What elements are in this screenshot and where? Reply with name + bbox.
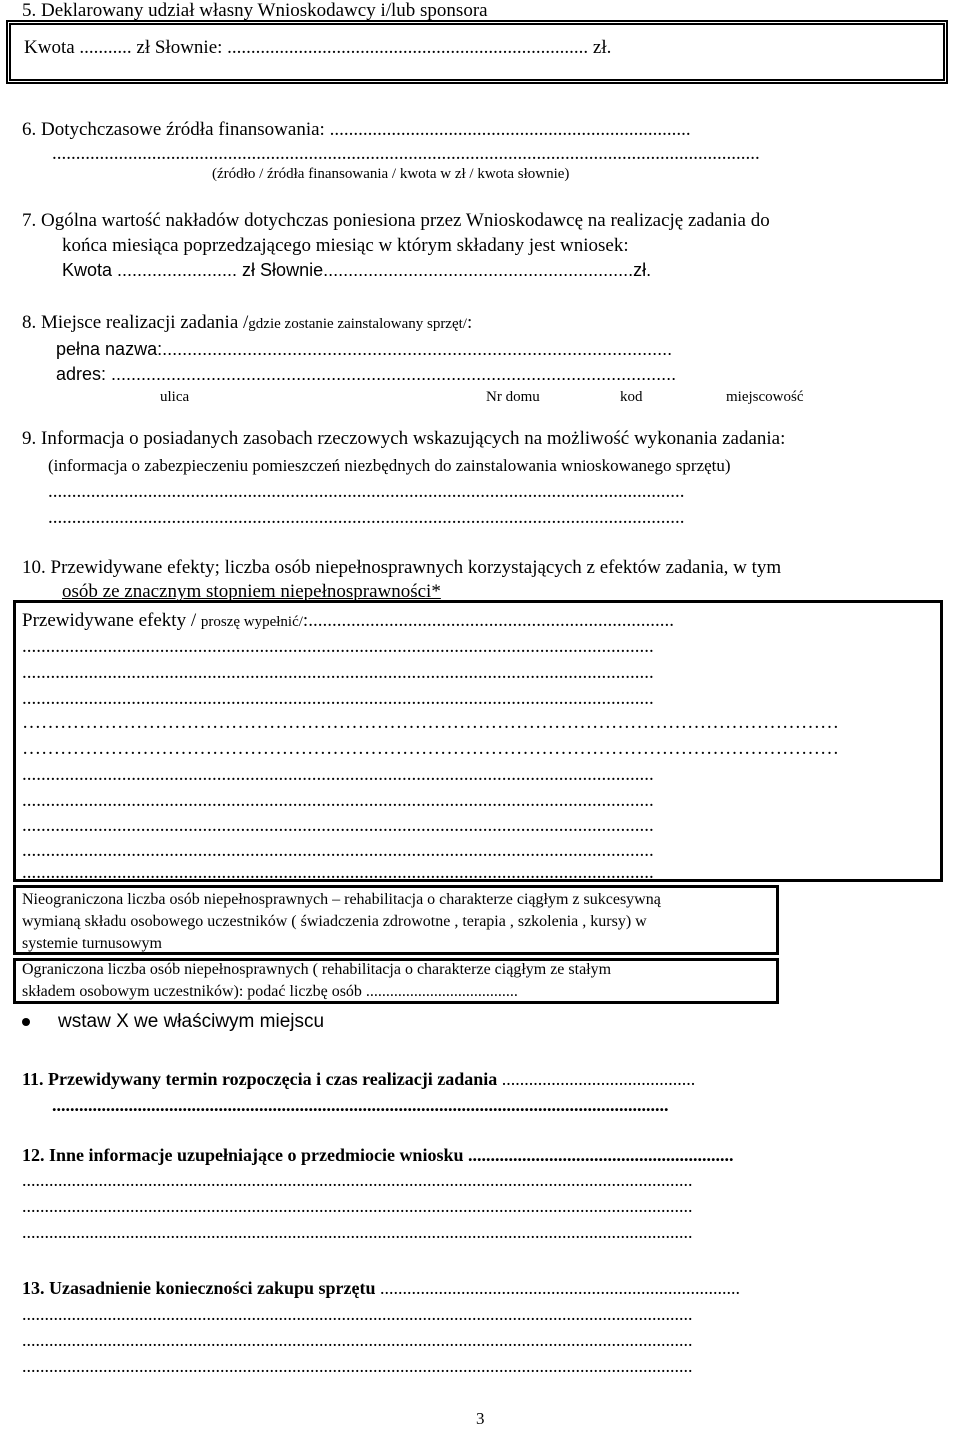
effects-line-3: ..................................................................................................................................... (22, 688, 654, 709)
effects-label-small: proszę wypełnić/ (200, 614, 303, 630)
section13-line-1: ..................................................................................................................................................... (22, 1304, 693, 1324)
section5-kwota-line: Kwota ........... zł Słownie: ............................................................................ zł. (24, 37, 612, 58)
effects-line-4: ………………………………………………………………………………………………………………… (22, 712, 839, 733)
section6-dots-line: ..................................................................................................................................................... (52, 143, 760, 164)
section13-line-3: ..................................................................................................................................................... (22, 1356, 693, 1376)
page-number: 3 (476, 1409, 485, 1428)
effects-line-2: ..................................................................................................................................... (22, 662, 654, 683)
section8-pelna-nazwa: pełna nazwa:...................................................................................................... (56, 339, 673, 359)
bullet-icon (22, 1018, 30, 1026)
section13-heading-line (22, 1278, 740, 1299)
section8-heading-small: gdzie zostanie zainstalowany sprzęt/ (248, 316, 467, 332)
section8-heading-colon: : (466, 312, 473, 333)
effects-line-9: ..................................................................................................................................... (22, 840, 654, 861)
effects-label-line (22, 610, 674, 632)
section8-heading (22, 312, 472, 334)
section6-heading: 6. Dotychczasowe źródła finansowania: ............................................................................ (22, 119, 691, 140)
effects-label: Przewidywane efekty / (22, 610, 201, 631)
section8-label-ulica: ulica (160, 389, 190, 405)
section8-heading-main: 8. Miejsce realizacji zadania / (22, 312, 249, 333)
section11-line2: ......................................................................................................................................... (52, 1095, 669, 1115)
section13-dots: ................................................................................ (380, 1278, 741, 1298)
unlimited-line-1: Nieograniczona liczba osób niepełnosprawnych – rehabilitacja o charakterze ciągłym z sukcesywną (22, 891, 661, 908)
section8-label-kod: kod (620, 389, 643, 405)
limited-line-1: Ograniczona liczba osób niepełnosprawnych ( rehabilitacja o charakterze ciągłym ze stałym (22, 961, 612, 978)
effects-line-5: ………………………………………………………………………………………………………………… (22, 738, 839, 759)
unlimited-line-2: wymianą składu osobowego uczestników ( świadczenia zdrowotne , terapia , szkolenia , kursy) w (22, 913, 647, 930)
effects-line-8: ..................................................................................................................................... (22, 815, 654, 836)
section12-dots: ........................................................... (467, 1145, 734, 1165)
section9-sub: (informacja o zabezpieczeniu pomieszczeń niezbędnych do zainstalowania wnioskowanego sprzętu) (48, 456, 731, 475)
section12-heading-line (22, 1145, 733, 1166)
section11-heading-line (22, 1069, 695, 1090)
section7-line2: końca miesiąca poprzedzającego miesiąc w którym składany jest wniosek: (62, 235, 629, 256)
section5-heading: 5. Deklarowany udział własny Wnioskodawcy i/lub sponsora (22, 0, 488, 21)
section8-label-miejscowosc: miejscowość (726, 389, 804, 405)
section7-kwota-line: Kwota ........................ zł Słownie..............................................................zł. (62, 260, 652, 280)
effects-line-6: ..................................................................................................................................... (22, 764, 654, 785)
section9-dots-line-2: ...................................................................................................................................... (48, 507, 685, 528)
section12-line-2: ..................................................................................................................................................... (22, 1196, 693, 1216)
effects-label-dots: :............................................................................. (302, 610, 674, 631)
section11-heading: 11. Przewidywany termin rozpoczęcia i czas realizacji zadania (22, 1069, 502, 1089)
section13-heading: 13. Uzasadnienie konieczności zakupu sprzętu (22, 1278, 381, 1298)
section9-dots-line-1: ...................................................................................................................................... (48, 481, 685, 502)
section12-heading: 12. Inne informacje uzupełniające o przedmiocie wniosku (22, 1145, 468, 1165)
limited-line-2: składem osobowym uczestników): podać liczbę osób ...................................... (22, 983, 518, 1000)
section7-line1: 7. Ogólna wartość nakładów dotychczas poniesiona przez Wnioskodawcę na realizację zadania do (22, 210, 770, 231)
effects-line-10: ..................................................................................................................................... (22, 862, 654, 883)
effects-line-1: ..................................................................................................................................... (22, 636, 654, 657)
section10-heading-line2: osób ze znacznym stopniem niepełnosprawności* (62, 581, 441, 602)
section6-note: (źródło / źródła finansowania / kwota w zł / kwota słownie) (212, 166, 570, 182)
section9-heading: 9. Informacja o posiadanych zasobach rzeczowych wskazujących na możliwość wykonania zadania: (22, 428, 786, 449)
bullet-text: wstaw X we właściwym miejscu (58, 1011, 325, 1032)
effects-line-7: ..................................................................................................................................... (22, 790, 654, 811)
section12-line-3: ..................................................................................................................................................... (22, 1222, 693, 1242)
unlimited-line-3: systemie turnusowym (22, 935, 162, 952)
section13-line-2: ..................................................................................................................................................... (22, 1330, 693, 1350)
section12-line-1: ..................................................................................................................................................... (22, 1170, 693, 1190)
section10-heading-line1: 10. Przewidywane efekty; liczba osób niepełnosprawnych korzystających z efektów zadania, w tym (22, 557, 782, 578)
section8-label-nr-domu: Nr domu (486, 389, 540, 405)
section8-adres: adres: ................................................................................................................. (56, 364, 677, 384)
section11-dots: ........................................... (501, 1069, 696, 1089)
